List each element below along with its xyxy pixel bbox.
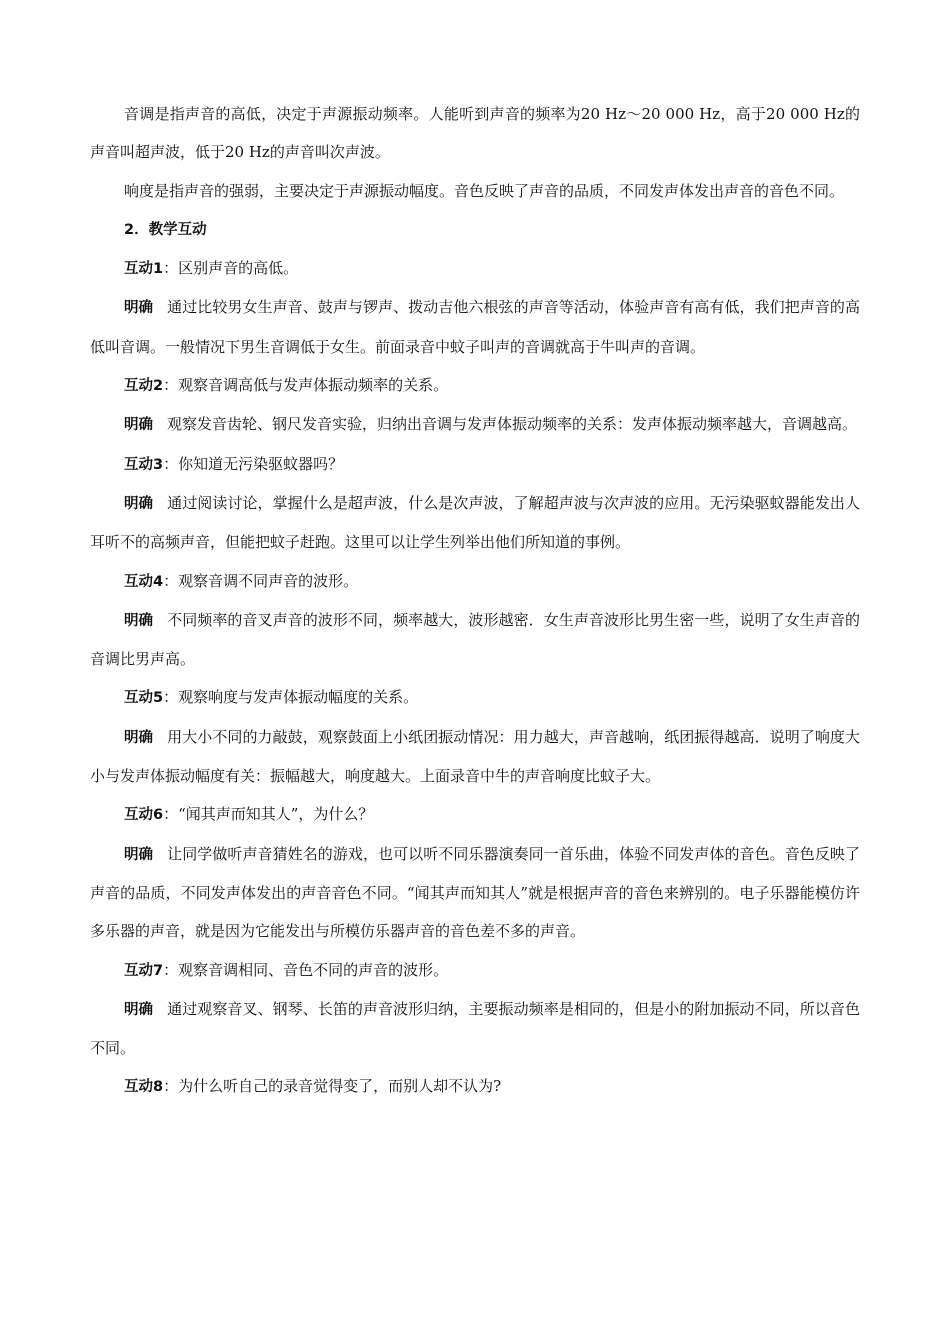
interaction-answer — [90, 835, 860, 951]
interaction-question — [90, 249, 860, 288]
interaction-label: 互动7 — [124, 962, 164, 979]
interaction-question-text: ：观察音调高低与发声体振动频率的关系。 — [163, 376, 449, 395]
interaction-answer — [90, 484, 860, 562]
interaction-label: 互动2 — [124, 378, 164, 395]
section-heading-text: 2．教学互动 — [124, 221, 207, 238]
interaction-answer — [90, 601, 860, 679]
answer-text: 不同频率的音叉声音的波形不同，频率越大，波形越密．女生声音波形比男生密一些，说明了女生声音的音调比男声高。 — [90, 610, 860, 669]
paragraph-pitch — [90, 95, 860, 172]
interaction-answer — [90, 405, 860, 444]
paragraph-text: 响度是指声音的强弱，主要决定于声源振动幅度。音色反映了声音的品质，不同发声体发出声音的音色不同。 — [124, 181, 845, 200]
interaction-label: 互动1 — [124, 261, 164, 278]
answer-label: 明确 — [124, 495, 154, 512]
interaction-question — [90, 562, 860, 601]
answer-label: 明确 — [124, 612, 154, 629]
answer-text: 让同学做听声音猜姓名的游戏，也可以听不同乐器演奏同一首乐曲，体验不同发声体的音色。音色反映了声音的品质，不同发声体发出的声音音色不同。“闻其声而知其人”就是根据声音的音色来辨别的。电子乐器能模仿许多乐器的声音，就是因为它能发出与所模仿乐器声音的音色差不多的声音。 — [90, 844, 860, 941]
answer-text: 通过比较男女生声音、鼓声与锣声、拨动吉他六根弦的声音等活动，体验声音有高有低，我们把声音的高低叫音调。一般情况下男生音调低于女生。前面录音中蚊子叫声的音调就高于牛叫声的音调。 — [90, 298, 860, 356]
interaction-label: 互动8 — [124, 1079, 164, 1096]
interaction-question-text: ：“闻其声而知其人”，为什么？ — [163, 805, 374, 824]
interaction-question — [90, 795, 860, 834]
interaction-question-text: ：观察音调不同声音的波形。 — [163, 571, 359, 590]
interaction-question-text: ：你知道无污染驱蚊器吗？ — [163, 454, 344, 473]
answer-text: 用大小不同的力敲鼓，观察鼓面上小纸团振动情况：用力越大，声音越响，纸团振得越高．说明了响度大小与发声体振动幅度有关：振幅越大，响度越大。上面录音中牛的声音响度比蚊子大。 — [90, 727, 860, 786]
answer-label: 明确 — [124, 417, 153, 434]
interaction-question — [90, 678, 860, 717]
interaction-question — [90, 366, 860, 405]
interaction-label: 互动4 — [124, 573, 164, 590]
interaction-question-text: ：观察音调相同、音色不同的声音的波形。 — [163, 960, 449, 979]
interaction-answer — [90, 990, 860, 1068]
answer-text: 通过阅读讨论，掌握什么是超声波，什么是次声波，了解超声波与次声波的应用。无污染驱蚊器能发出人耳听不的高频声音，但能把蚊子赶跑。这里可以让学生列举出他们所知道的事例。 — [90, 493, 860, 552]
interaction-answer — [90, 718, 860, 796]
document-body — [90, 95, 860, 1107]
answer-label: 明确 — [124, 1001, 154, 1018]
interaction-question-text: ：为什么听自己的录音觉得变了，而别人却不认为? — [163, 1077, 502, 1096]
answer-label: 明确 — [124, 846, 154, 863]
answer-label: 明确 — [124, 300, 154, 317]
interaction-question — [90, 1067, 860, 1106]
interaction-answer — [90, 288, 860, 366]
paragraph-loudness-timbre — [90, 172, 860, 210]
interaction-question — [90, 445, 860, 484]
interaction-label: 互动3 — [124, 456, 164, 473]
interaction-question-text: ：观察响度与发声体振动幅度的关系。 — [163, 688, 419, 707]
section-heading — [90, 210, 860, 249]
answer-label: 明确 — [124, 729, 154, 746]
interaction-label: 互动5 — [124, 690, 164, 707]
interaction-label: 互动6 — [124, 807, 164, 824]
paragraph-text: 音调是指声音的高低，决定于声源振动频率。人能听到声音的频率为20 Hz～20 000 Hz，高于20 000 Hz的声音叫超声波，低于20 Hz的声音叫次声波。 — [90, 105, 860, 162]
answer-text: 通过观察音叉、钢琴、长笛的声音波形归纳，主要振动频率是相同的，但是小的附加振动不同，所以音色不同。 — [90, 999, 860, 1058]
answer-text: 观察发音齿轮、钢尺发音实验，归纳出音调与发声体振动频率的关系：发声体振动频率越大，音调越高。 — [167, 415, 858, 434]
interaction-question-text: ：区别声音的高低。 — [163, 259, 299, 278]
interaction-question — [90, 951, 860, 990]
